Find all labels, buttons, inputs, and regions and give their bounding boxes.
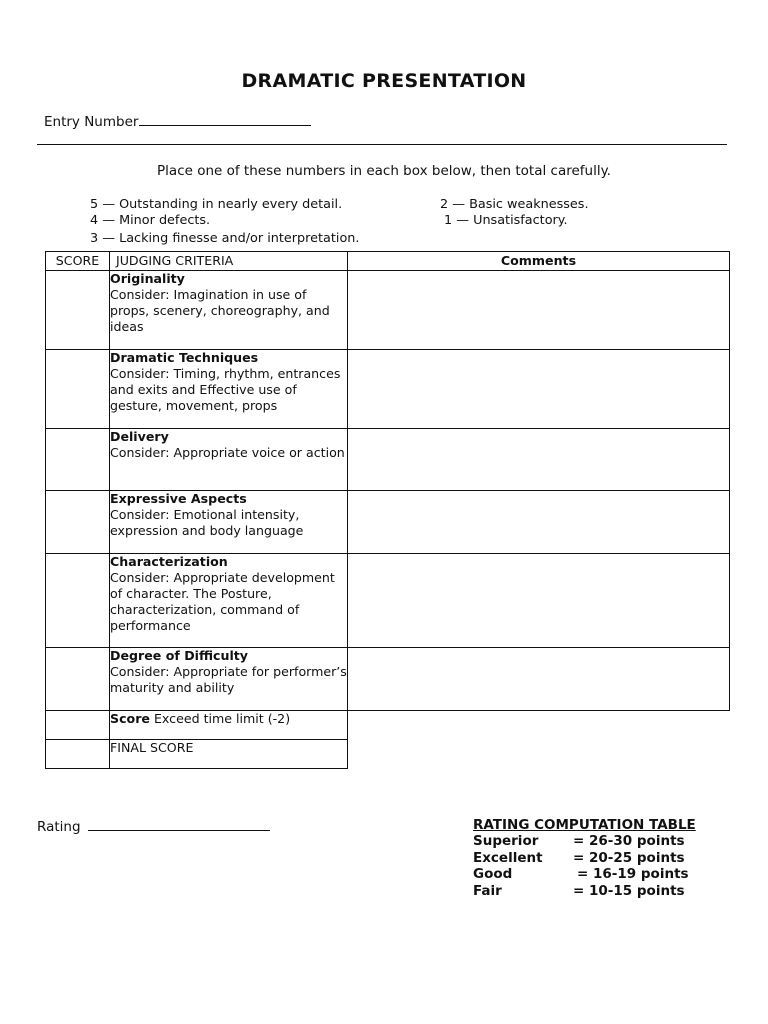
score-box[interactable] <box>46 491 110 554</box>
criterion-name: Expressive Aspects <box>110 491 247 506</box>
rating-field[interactable] <box>37 817 270 835</box>
penalty-text: Exceed time limit (-2) <box>149 711 291 726</box>
penalty-score-box[interactable] <box>46 711 110 740</box>
table-row <box>46 271 730 350</box>
rating-row <box>473 833 696 850</box>
criterion-name: Degree of Difficulty <box>110 648 248 663</box>
criterion-cell <box>110 491 348 554</box>
comments-header: Comments <box>348 252 730 271</box>
criterion-cell <box>110 648 348 711</box>
criterion-description: Consider: Emotional intensity, expression and body language <box>110 507 304 538</box>
final-score-box[interactable] <box>46 740 110 769</box>
final-score-label: FINAL SCORE <box>110 740 348 769</box>
comments-box[interactable] <box>348 554 730 648</box>
table-row <box>46 648 730 711</box>
criterion-description: Consider: Appropriate development of character. The Posture, characterization, command of performance <box>110 570 335 633</box>
entry-number-label: Entry Number <box>44 114 139 130</box>
scale-1: 1 — Unsatisfactory. <box>444 213 568 228</box>
score-box[interactable] <box>46 554 110 648</box>
rating-label: Rating <box>37 819 81 835</box>
comments-box[interactable] <box>348 648 730 711</box>
judging-table <box>45 251 730 769</box>
rating-level: Superior <box>473 833 539 849</box>
criterion-name: Delivery <box>110 429 169 444</box>
comments-box[interactable] <box>348 429 730 491</box>
score-box[interactable] <box>46 350 110 429</box>
final-score-row <box>46 740 730 769</box>
comments-box[interactable] <box>348 350 730 429</box>
criterion-cell <box>110 554 348 648</box>
rating-row <box>473 850 696 867</box>
table-row <box>46 554 730 648</box>
criterion-name: Dramatic Techniques <box>110 350 259 365</box>
criteria-header: JUDGING CRITERIA <box>110 252 348 271</box>
score-box[interactable] <box>46 429 110 491</box>
entry-number-blank[interactable] <box>139 112 311 126</box>
document-title: DRAMATIC PRESENTATION <box>241 70 527 92</box>
rating-points: = 10-15 points <box>573 882 685 899</box>
table-header-row <box>46 252 730 271</box>
entry-number-field[interactable] <box>44 112 311 130</box>
criterion-name: Originality <box>110 271 185 286</box>
criterion-cell <box>110 350 348 429</box>
rating-level: Fair <box>473 882 502 899</box>
scale-5: 5 — Outstanding in nearly every detail. <box>90 197 343 212</box>
rating-level: Excellent <box>473 849 543 866</box>
rating-computation-table <box>473 817 696 899</box>
rating-points: = 26-30 points <box>573 833 685 849</box>
criterion-cell <box>110 429 348 491</box>
criterion-description: Consider: Imagination in use of props, scenery, choreography, and ideas <box>110 287 330 334</box>
penalty-row <box>46 711 730 740</box>
rating-points: = 16-19 points <box>577 866 689 882</box>
rating-table-title: RATING COMPUTATION TABLE <box>473 817 696 833</box>
scale-2: 2 — Basic weaknesses. <box>440 197 589 212</box>
criterion-description: Consider: Appropriate for performer’s maturity and ability <box>110 664 347 695</box>
table-row <box>46 491 730 554</box>
rating-row <box>473 866 696 883</box>
score-box[interactable] <box>46 648 110 711</box>
criterion-description: Consider: Timing, rhythm, entrances and exits and Effective use of gesture, movement, props <box>110 366 341 413</box>
criterion-description: Consider: Appropriate voice or action <box>110 445 345 460</box>
instruction-text: Place one of these numbers in each box below, then total carefully. <box>157 163 611 179</box>
penalty-cell <box>110 711 348 740</box>
score-box[interactable] <box>46 271 110 350</box>
criterion-name: Characterization <box>110 554 228 569</box>
rating-points: = 20-25 points <box>573 849 685 866</box>
rating-blank[interactable] <box>88 817 270 831</box>
scale-3: 3 — Lacking finesse and/or interpretation. <box>90 231 360 246</box>
table-row <box>46 429 730 491</box>
divider-line <box>37 144 727 145</box>
rating-level: Good <box>473 866 513 882</box>
penalty-label: Score <box>110 711 150 726</box>
rating-row <box>473 883 696 900</box>
comments-box[interactable] <box>348 491 730 554</box>
table-row <box>46 350 730 429</box>
scale-4: 4 — Minor defects. <box>90 213 211 228</box>
score-header: SCORE <box>46 252 110 271</box>
comments-box[interactable] <box>348 271 730 350</box>
criterion-cell <box>110 271 348 350</box>
